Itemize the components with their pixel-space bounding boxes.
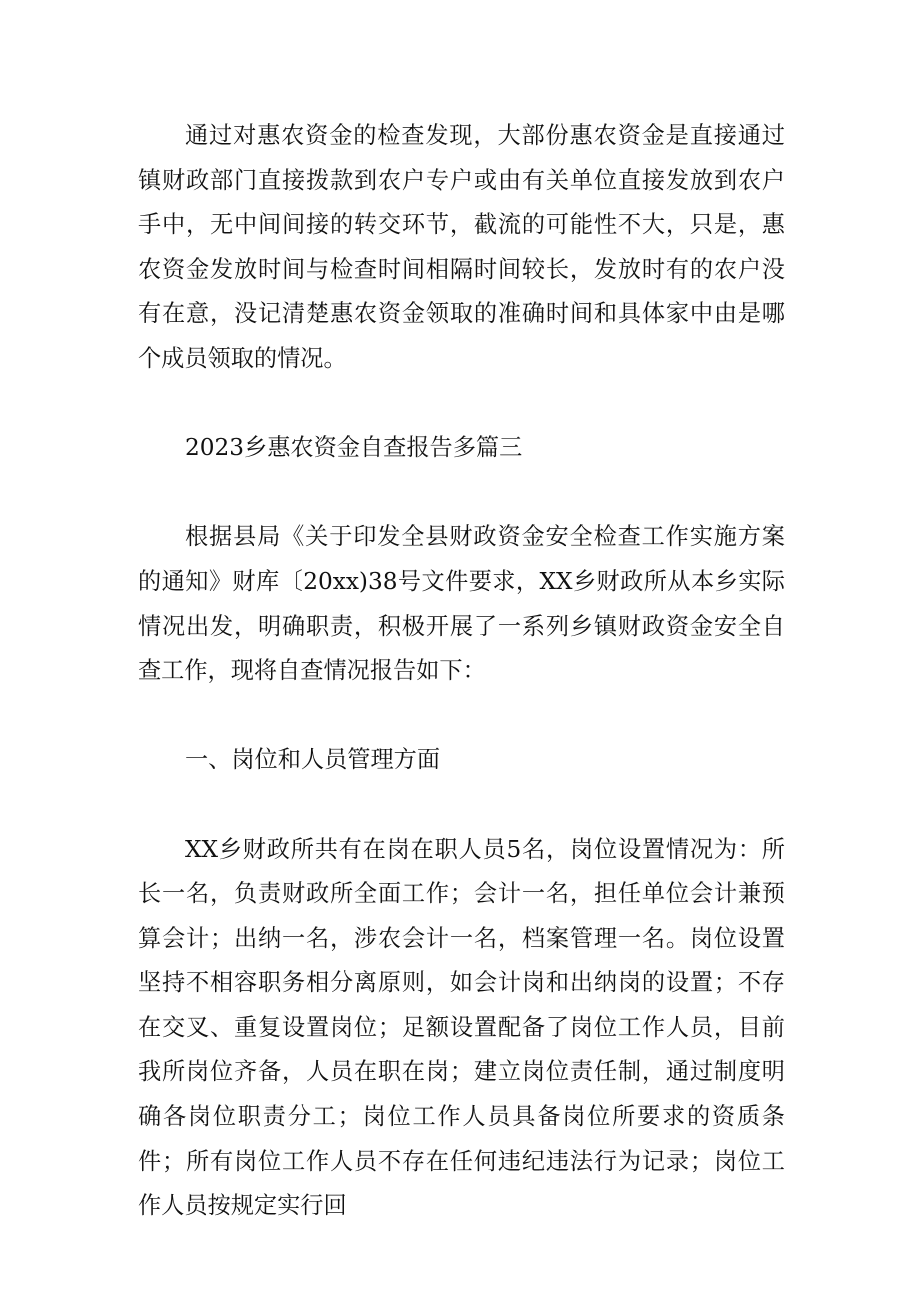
paragraph-spacer — [138, 694, 785, 739]
paragraph-introduction: 根据县局《关于印发全县财政资金安全检查工作实施方案的通知》财库〔20xx)38号文件要求，XX乡财政所从本乡实际情况出发，明确职责，积极开展了一系列乡镇财政资金安全自查工作，现将自查情况报告如下： — [138, 523, 785, 685]
paragraph-spacer — [138, 471, 785, 516]
paragraph-spacer — [138, 382, 785, 427]
document-body — [138, 114, 785, 1229]
paragraph-inspection-findings: 通过对惠农资金的检查发现，大部份惠农资金是直接通过镇财政部门直接拨款到农户专户或由有关单位直接发放到农户手中，无中间间接的转交环节，截流的可能性不大，只是，惠农资金发放时间与检查时间相隔时间较长，发放时有的农户没有在意，没记清楚惠农资金领取的准确时间和具体家中由是哪个成员领取的情况。 — [138, 122, 785, 372]
paragraph-spacer — [138, 783, 785, 828]
paragraph-position-setup: XX乡财政所共有在岗在职人员5名，岗位设置情况为：所长一名，负责财政所全面工作；会计一名，担任单位会计兼预算会计；出纳一名，涉农会计一名，档案管理一名。岗位设置坚持不相容职务相分离原则，如会计岗和出纳岗的设置；不存在交叉、重复设置岗位；足额设置配备了岗位工作人员，目前我所岗位齐备，人员在职在岗；建立岗位责任制，通过制度明确各岗位职责分工；岗位工作人员具备岗位所要求的资质条件；所有岗位工作人员不存在任何违纪违法行为记录；岗位工作人员按规定实行回 — [138, 835, 785, 1220]
section-title: 2023乡惠农资金自查报告多篇三 — [185, 434, 523, 462]
section-heading-positions-personnel: 一、岗位和人员管理方面 — [185, 746, 441, 774]
